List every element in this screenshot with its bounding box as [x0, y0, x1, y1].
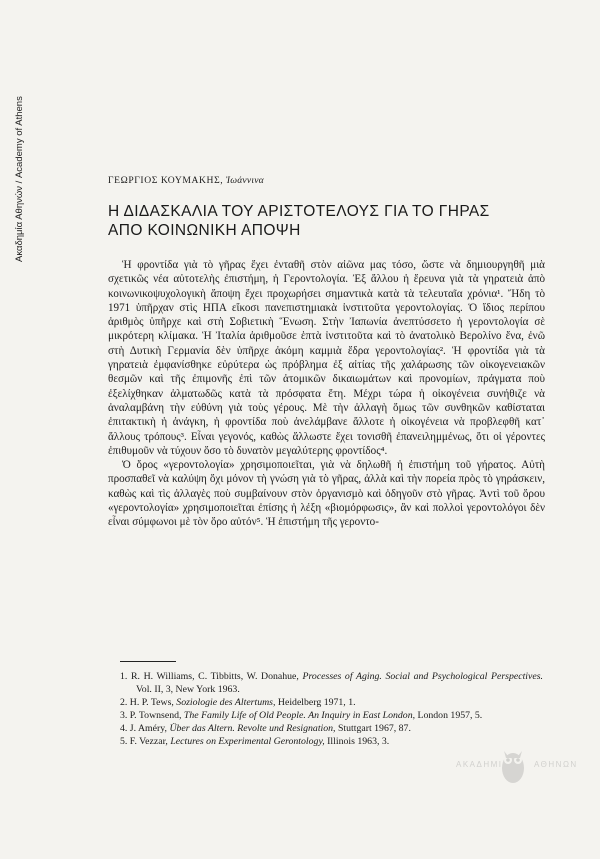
- footnote-3-text: 3. P. Townsend,: [120, 710, 184, 721]
- owl-emblem-icon: [496, 742, 530, 788]
- footnote-4-text: 4. J. Améry,: [120, 723, 170, 734]
- author-line: [108, 175, 264, 186]
- author-city: Ἰωάννινα: [225, 175, 264, 186]
- footnotes: [120, 670, 543, 748]
- footnote-3-title: The Family Life of Old People. An Inquiry in East London,: [183, 710, 416, 721]
- footnote-4-title: Über das Altern. Revolte und Resignation,: [169, 723, 336, 734]
- footnote-1-title: Processes of Aging. Social and Psychological Perspectives.: [302, 671, 543, 682]
- article-title-line-1: Η ΔΙΔΑΣΚΑΛΙΑ ΤΟΥ ΑΡΙΣΤΟΤΕΛΟΥΣ ΓΙΑ ΤΟ ΓΗΡΑΣ: [108, 203, 490, 220]
- footnote-4: [120, 722, 543, 735]
- footnote-1-after: Vol. II, 3, New York 1963.: [136, 684, 240, 695]
- footnote-3: [120, 709, 543, 722]
- academy-watermark: [452, 742, 577, 792]
- footnote-1-text: 1. R. H. Williams, C. Tibbitts, W. Donahue,: [120, 671, 303, 682]
- archive-side-label-text: Ακαδημία Αθηνών / Academy of Athens: [14, 96, 25, 262]
- footnote-separator: [120, 661, 176, 662]
- watermark-right-text: ΑΘΗΝΩΝ: [534, 760, 578, 769]
- footnote-3-after: London 1957, 5.: [415, 710, 483, 721]
- watermark-left-text: ΑΚΑΔΗΜΙΑ: [456, 760, 510, 769]
- footnote-5-text: 5. F. Vezzar,: [120, 736, 171, 747]
- body-paragraph-1: Ἡ φροντίδα γιὰ τὸ γῆρας ἔχει ἐνταθῆ στὸν αἰῶνα μας τόσο, ὥστε νὰ δημιουργηθῆ μιὰ σχετικῶς νέα αὐτοτελὴς ἐπιστήμη, ἡ Γεροντολογία. Ἐξ ἄλλου ἡ ἔρευνα γιὰ τὰ γηρατειὰ ἀπὸ κοινωνικοψυχολογικὴ ἄποψη ἔχει προχωρήσει σημαντικὰ κατὰ τὰ τελευταῖα χρόνια¹. Ἤδη τὸ 1971 ὑπῆρχαν στὶς ΗΠΑ εἴκοσι πανεπιστημιακὰ ἰνστιτοῦτα γεροντολογίας. Ὁ ἴδιος περίπου ἀριθμὸς ὑπῆρχε καὶ στὴ Σοβιετικὴ Ἕνωση. Στὴν Ἰαπωνία ἀνεπτύσσετο ἡ γεροντολογία σὲ μικρότερη κλίμακα. Ἡ Ἰταλία ἀριθμοῦσε ἑπτὰ ἰνστιτοῦτα καὶ τὸ ἀνατολικὸ Βερολίνο ἕνα, ἐνῶ στὴ Δυτικὴ Γερμανία δὲν ὑπῆρχε ἀκόμη καμμιὰ ἕδρα γεροντολογίας². Ἡ φροντίδα γιὰ τὰ γηρατειὰ ἐμφανίσθηκε εὐρύτερα ὡς πρόβλημα ἐξ αἰτίας τῆς χαλάρωσης τῶν οἰκογενειακῶν θεσμῶν καὶ τῆς ἐπιμονῆς ἐπὶ τῶν ἀτομικῶν δικαιωμάτων καὶ προνομίων, πράγματα ποὺ ἐξελίχθηκαν ἁλματωδῶς κατὰ τὰ πρόσφατα ἔτη. Μέχρι τώρα ἡ οἰκογένεια συνήθιζε νὰ ἀναλαμβάνη τὴν εὐθύνη γιὰ τοὺς γέρους. Μὲ τὴν ἀλλαγὴ ὅμως τῶν συνθηκῶν καθίσταται ἐπιτακτικὴ ἡ ἀνάγκη, ἡ φροντίδα ποὺ ἀνελάμβανε ἄλλοτε ἡ οἰκογένεια νὰ προβλεφθῆ κατ᾿ ἄλλους τρόπους³. Εἶναι γεγονός, καθὼς ἄλλωστε ἔχει τονισθῆ ἐπανειλημμένως, ὅτι οἱ γέροντες ἐπιθυμοῦν νὰ τύχουν ὅσο τὸ δυνατὸν μεγαλύτερης φροντίδος⁴.: [108, 259, 545, 457]
- footnote-2-after: Heidelberg 1971, 1.: [275, 697, 356, 708]
- footnote-5-after: Illinois 1963, 3.: [324, 736, 390, 747]
- article-body: [108, 258, 545, 530]
- footnote-2-text: 2. H. P. Tews,: [120, 697, 177, 708]
- footnote-4-after: Stuttgart 1967, 87.: [335, 723, 411, 734]
- author-name: ΓΕΩΡΓΙΟΣ ΚΟΥΜΑΚΗΣ,: [108, 175, 224, 186]
- footnote-2-title: Soziologie des Altertums,: [176, 697, 276, 708]
- footnote-5-title: Lectures on Experimental Gerontology,: [170, 736, 325, 747]
- footnote-2: [120, 696, 543, 709]
- footnote-1: [120, 670, 543, 696]
- body-paragraph-2: Ὁ ὅρος «γεροντολογία» χρησιμοποιεῖται, γιὰ νὰ δηλωθῆ ἡ ἐπιστήμη τοῦ γήρατος. Αὐτὴ προσπαθεῖ νὰ καλύψη ὄχι μόνον τὴ γνώση γιὰ τὸ γῆρας, ἀλλὰ καὶ τὴν πορεία πρὸς τὸ γηράσκειν, καθὼς καὶ τὶς ἀλλαγὲς ποὺ συμβαίνουν στὸν ὀργανισμὸ καὶ ὁδηγοῦν στὸ γῆρας. Ἀντὶ τοῦ ὅρου «γεροντολογία» χρησιμοποιεῖται ἐπίσης ἡ λέξη «βιομόρφωσις», ἂν καὶ πολλοὶ γεροντολόγοι δὲν εἶναι σύμφωνοι μὲ τὸν ὅρο αὐτόν⁵. Ἡ ἐπιστήμη τῆς γεροντο-: [108, 459, 545, 529]
- article-title: [108, 202, 538, 240]
- article-title-line-2: ΑΠΟ ΚΟΙΝΩΝΙΚΗ ΑΠΟΨΗ: [108, 222, 301, 239]
